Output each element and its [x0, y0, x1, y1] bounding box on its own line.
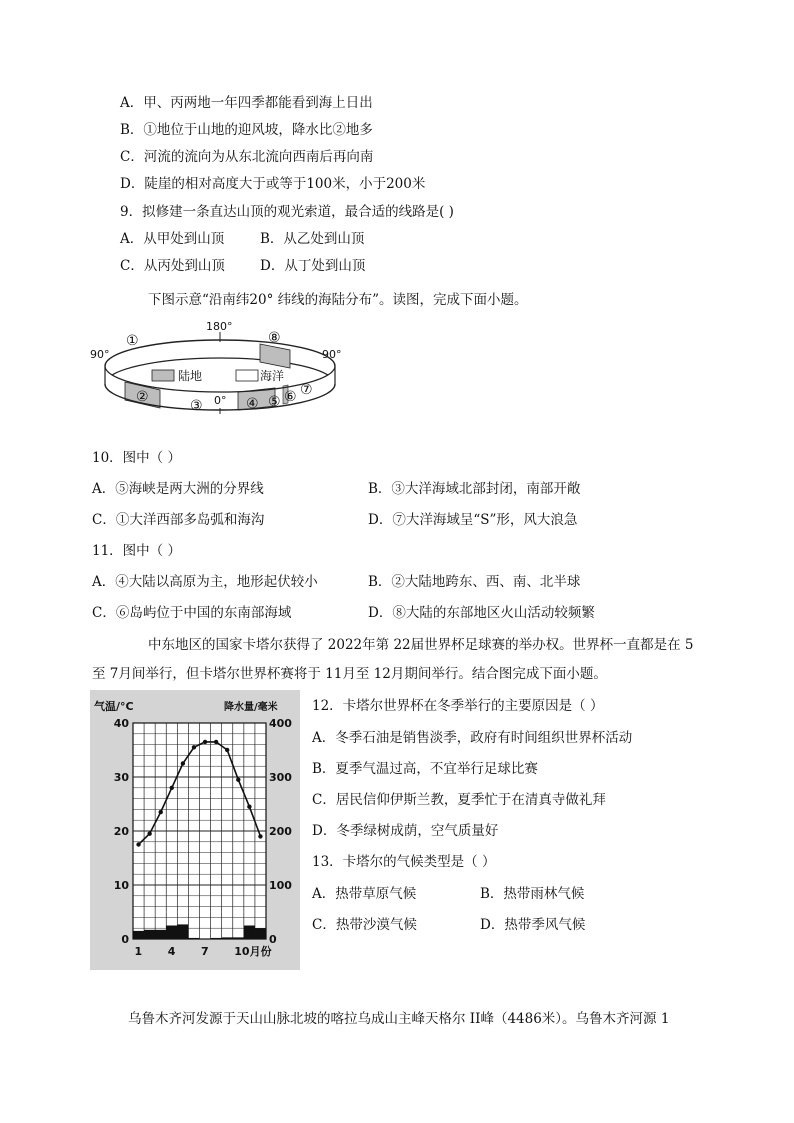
precip-bar	[133, 931, 144, 939]
intro-qatar-line1: 中东地区的国家卡塔尔获得了 2022年第 22届世界杯足球赛的举办权。世界杯一直都是在 5	[148, 637, 694, 653]
label-4: ④	[246, 396, 259, 412]
precip-bar	[211, 938, 222, 939]
ylabel-right: 降水量/毫米	[224, 702, 278, 713]
label-8: ⑧	[268, 330, 281, 346]
right-tick-label: 0	[269, 933, 277, 946]
right-tick-label: 200	[269, 825, 292, 838]
x-tick-label: 10月份	[234, 945, 272, 958]
q13-option-c: C．热带沙漠气候	[312, 917, 417, 933]
ylabel-left: 气温/°C	[94, 700, 134, 713]
temperature-point	[136, 842, 140, 846]
climate-chart	[90, 690, 300, 970]
temperature-point	[247, 805, 251, 809]
left-tick-label: 0	[121, 933, 129, 946]
legend-land: 陆地	[178, 369, 203, 383]
temperature-point	[181, 761, 185, 765]
left-tick-label: 30	[113, 771, 129, 784]
q9-stem: 9．拟修建一条直达山顶的观光索道，最合适的线路是( )	[120, 204, 454, 220]
q12-option-c: C．居民信仰伊斯兰教，夏季忙于在清真寺做礼拜	[312, 792, 606, 808]
label-6: ⑥	[284, 389, 297, 405]
q11-option-c: C．⑥岛屿位于中国的东南部海域	[92, 605, 292, 621]
q8-option-a: A．甲、丙两地一年四季都能看到海上日出	[120, 95, 373, 111]
q9-option-d: D．从丁处到山顶	[260, 258, 366, 274]
temperature-point	[203, 740, 207, 744]
q9-option-a: A．从甲处到山顶	[120, 231, 225, 247]
precip-bar	[188, 938, 199, 939]
degree-bottom: 0°	[214, 394, 227, 407]
left-tick-label: 40	[113, 717, 129, 730]
q11-stem: 11．图中（ ）	[92, 543, 181, 559]
temperature-point	[159, 810, 163, 814]
temperature-point	[225, 748, 229, 752]
q12-option-a: A．冬季石油是销售淡季，政府有时间组织世界杯活动	[312, 730, 633, 746]
temperature-point	[192, 745, 196, 749]
bottom-paragraph: 乌鲁木齐河发源于天山山脉北坡的喀拉乌成山主峰天格尔 II峰（4486米）。乌鲁木齐河源 1	[128, 1011, 670, 1027]
label-2: ②	[136, 389, 149, 405]
q8-option-c: C．河流的流向为从东北流向西南后再向南	[120, 149, 374, 165]
q8-option-b: B．①地位于山地的迎风坡，降水比②地多	[120, 122, 373, 138]
q8-option-d: D．陡崖的相对高度大于或等于100米，小于200米	[120, 176, 426, 192]
precip-bar	[166, 926, 177, 940]
q10-stem: 10．图中（ ）	[92, 450, 181, 466]
q10-option-b: B．③大洋海域北部封闭，南部开敞	[368, 481, 581, 497]
q10-option-a: A．⑤海峡是两大洲的分界线	[92, 481, 264, 497]
q10-option-d: D．⑦大洋海域呈“S”形，风大浪急	[368, 512, 578, 528]
q11-option-a: A．④大陆以高原为主，地形起伏较小	[92, 574, 318, 590]
q13-option-a: A．热带草原气候	[312, 886, 417, 902]
q11-option-d: D．⑧大陆的东部地区火山活动较频繁	[368, 605, 595, 621]
legend-ocean: 海洋	[260, 369, 285, 383]
temperature-point	[147, 832, 151, 836]
temperature-point	[258, 834, 262, 838]
q13-option-d: D．热带季风气候	[480, 917, 586, 933]
precip-bar	[155, 930, 166, 939]
x-tick-label: 1	[134, 945, 143, 958]
precip-bar	[144, 930, 155, 939]
degree-right: 90°	[322, 348, 342, 361]
q12-option-b: B．夏季气温过高，不宜举行足球比赛	[312, 761, 538, 777]
precip-bar	[244, 926, 255, 940]
label-1: ①	[126, 333, 139, 349]
degree-top: 180°	[206, 320, 233, 333]
x-tick-label: 7	[201, 945, 209, 958]
q12-option-d: D．冬季绿树成荫，空气质量好	[312, 823, 499, 839]
right-tick-label: 400	[269, 717, 292, 730]
temperature-point	[214, 740, 218, 744]
precip-bar	[233, 937, 244, 939]
q11-option-b: B．②大陆地跨东、西、南、北半球	[368, 574, 581, 590]
precip-bar	[177, 924, 188, 939]
latitude-ring-diagram	[90, 318, 350, 438]
q9-option-c: C．从丙处到山顶	[120, 258, 225, 274]
temperature-point	[236, 778, 240, 782]
label-7: ⑦	[300, 382, 313, 398]
left-tick-label: 20	[113, 825, 129, 838]
left-tick-label: 10	[113, 879, 129, 892]
right-tick-label: 300	[269, 771, 292, 784]
precip-bar	[222, 937, 233, 939]
intro-20s: 下图示意“沿南纬20° 纬线的海陆分布”。读图，完成下面小题。	[148, 292, 528, 308]
label-3: ③	[190, 398, 203, 414]
x-tick-label: 4	[167, 945, 176, 958]
right-tick-label: 100	[269, 879, 292, 892]
q13-stem: 13．卡塔尔的气候类型是（ ）	[312, 854, 496, 870]
temperature-point	[170, 786, 174, 790]
precip-bar	[255, 928, 266, 939]
degree-left: 90°	[90, 348, 110, 361]
q13-option-b: B．热带雨林气候	[480, 886, 585, 902]
intro-qatar-line2: 至 7月间举行，但卡塔尔世界杯赛将于 11月至 12月期间举行。结合图完成下面小题。	[92, 666, 607, 682]
q9-option-b: B．从乙处到山顶	[260, 231, 365, 247]
q10-option-c: C．①大洋西部多岛弧和海沟	[92, 512, 265, 528]
q12-stem: 12．卡塔尔世界杯在冬季举行的主要原因是（ ）	[312, 698, 604, 714]
label-5: ⑤	[268, 394, 281, 410]
